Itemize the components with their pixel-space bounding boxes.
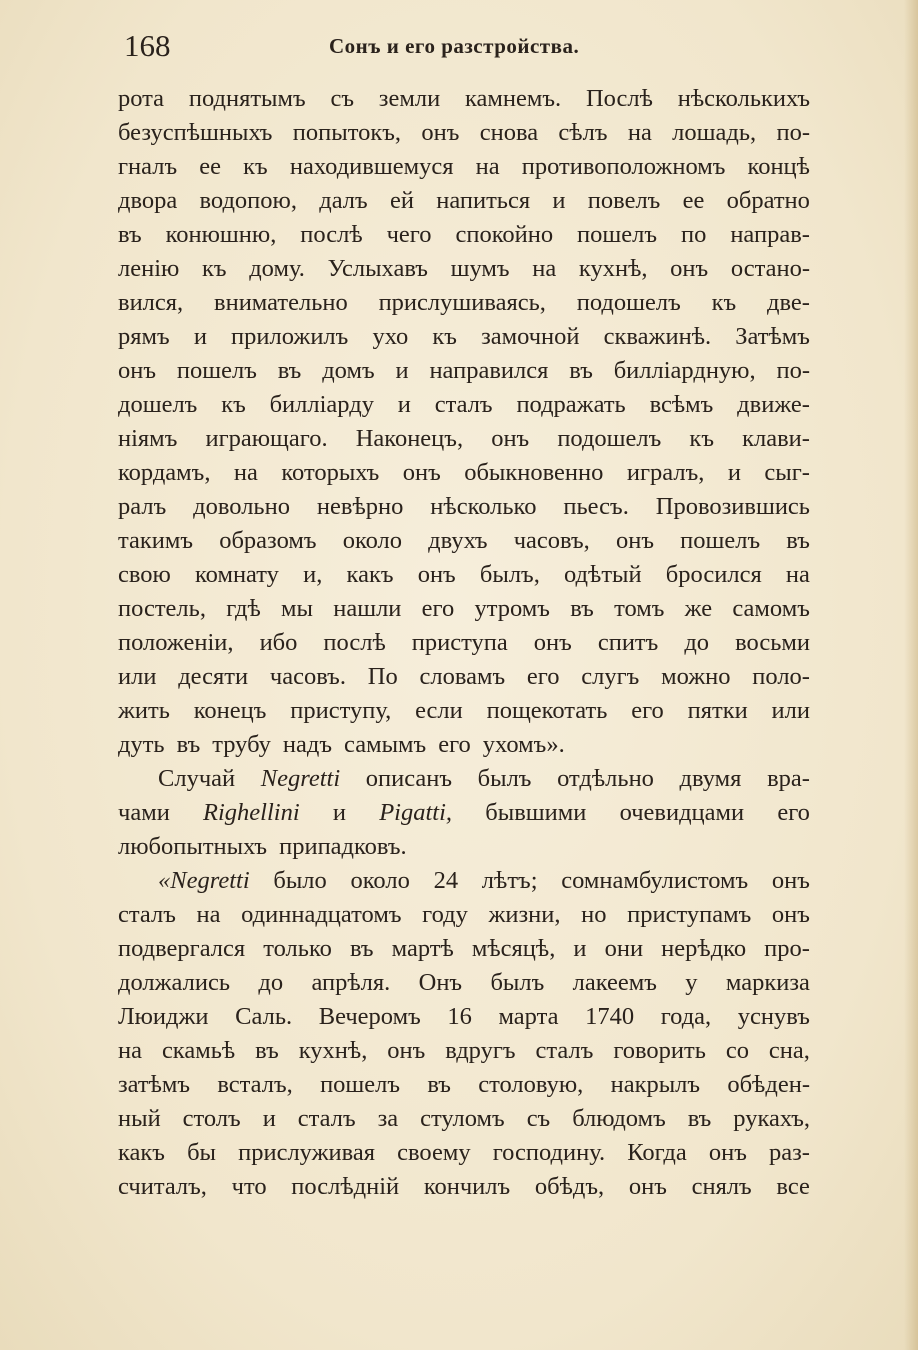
word: нѣсколько (430, 493, 537, 520)
word: клави- (742, 425, 810, 452)
word: направ- (730, 221, 810, 248)
word: на (196, 901, 221, 928)
word: марта (498, 1003, 559, 1030)
word: Саль. (235, 1003, 293, 1030)
text-line (118, 1068, 810, 1102)
word: подражать (516, 391, 626, 418)
word: въ (349, 935, 374, 962)
word: снова (479, 119, 539, 146)
text-line (118, 1102, 810, 1136)
word: на (475, 153, 500, 180)
word: остано- (730, 255, 810, 282)
word: маркиза (725, 969, 810, 996)
word: онъ (421, 119, 460, 146)
word: двухъ (428, 527, 488, 554)
word: пощекотать (486, 697, 608, 724)
word: пьесъ. (563, 493, 629, 520)
word: онъ (402, 459, 441, 486)
word: лакеемъ (572, 969, 657, 996)
word: и (395, 357, 409, 384)
word: Онъ (418, 969, 463, 996)
word: чами (118, 799, 170, 826)
word: ралъ (118, 493, 167, 520)
word: лѣтъ; (481, 867, 538, 894)
word: какъ (346, 561, 394, 588)
word: повелъ (587, 187, 661, 214)
word: конецъ (193, 697, 267, 724)
word: противоположномъ (521, 153, 726, 180)
word: Наконецъ, (355, 425, 464, 452)
running-title: Сонъ и его разстройства. (329, 34, 580, 58)
word: въ (176, 731, 201, 758)
body-text (118, 82, 810, 1204)
word: 16 (447, 1003, 472, 1030)
page-header (124, 26, 808, 66)
word: и (332, 799, 346, 826)
word: послѣ (300, 221, 363, 248)
word: отдѣльно (557, 765, 654, 792)
text-line (118, 626, 810, 660)
word: къ (432, 323, 457, 350)
word: жить (118, 697, 170, 724)
text-line (118, 830, 810, 864)
word: попытокъ, (292, 119, 402, 146)
word: Вечеромъ (318, 1003, 421, 1030)
word: всталъ, (217, 1071, 293, 1098)
word: до (684, 629, 710, 656)
word: блюдомъ (572, 1105, 666, 1132)
text-line (118, 286, 810, 320)
word: по (680, 221, 707, 248)
word: Случай (158, 765, 236, 792)
text-line (118, 762, 810, 796)
word: около (350, 867, 410, 894)
word: поло- (752, 663, 810, 690)
word: было (273, 867, 327, 894)
word: своему (397, 1139, 471, 1166)
text-line (118, 694, 810, 728)
text-line (118, 150, 810, 184)
word: рота (118, 85, 165, 112)
word: или (771, 697, 810, 724)
word: словамъ (419, 663, 506, 690)
word: водопою, (199, 187, 297, 214)
word: камнемъ. (464, 85, 562, 112)
word: постель, (118, 595, 206, 622)
word: его (421, 595, 455, 622)
word: поднятымъ (188, 85, 306, 112)
word: и (727, 459, 741, 486)
word: кордамъ, (118, 459, 211, 486)
text-line (118, 660, 810, 694)
word: пошелъ (176, 357, 257, 384)
word: на (118, 1037, 142, 1064)
word: дошелъ (118, 391, 198, 418)
word: въ (687, 1105, 712, 1132)
word: въ (786, 527, 810, 554)
text-line (118, 354, 810, 388)
word: въ (570, 595, 594, 622)
word: онъ (615, 527, 654, 554)
word: Послѣ (585, 85, 653, 112)
word: скважинѣ. (603, 323, 712, 350)
word: прислуживая (238, 1139, 376, 1166)
word: или (118, 663, 157, 690)
word: жизни, (488, 901, 561, 928)
word: скамьѣ (161, 1037, 236, 1064)
word: онъ (417, 561, 456, 588)
word: ный (118, 1105, 161, 1132)
word: спокойно (455, 221, 554, 248)
word: столъ (182, 1105, 241, 1132)
page-edge-shadow (904, 0, 918, 1350)
word: дуть (118, 731, 165, 758)
word: прислушиваясь, (378, 289, 546, 316)
text-line (118, 898, 810, 932)
word: послѣ (323, 629, 386, 656)
word: сталъ (297, 1105, 356, 1132)
word: любопытныхъ (118, 833, 268, 860)
word: къ (201, 255, 227, 282)
word: сыг- (764, 459, 810, 486)
word: въ (569, 357, 593, 384)
word: къ (243, 153, 268, 180)
text-line (118, 388, 810, 422)
word: мы (281, 595, 313, 622)
word: его (438, 731, 471, 758)
text-line (118, 1170, 810, 1204)
word: Провозившись (655, 493, 810, 520)
word: десяти (178, 663, 249, 690)
word: восьми (735, 629, 810, 656)
word: ухомъ». (482, 731, 565, 758)
word: спитъ (597, 629, 659, 656)
word: очевидцами (619, 799, 745, 826)
word: къ (689, 425, 714, 452)
word: приложилъ (231, 323, 349, 350)
word: съ (330, 85, 355, 112)
word: что (231, 1173, 267, 1200)
word: былъ (477, 765, 532, 792)
word: въ (118, 221, 142, 248)
word: невѣрно (316, 493, 404, 520)
word: трубу (212, 731, 271, 758)
word: все (776, 1173, 810, 1200)
word: и (262, 1105, 276, 1132)
word: бросился (665, 561, 762, 588)
word: если (415, 697, 463, 724)
text-line (118, 1034, 810, 1068)
text-line (118, 422, 810, 456)
word: билліарду (269, 391, 374, 418)
word: затѣмъ (118, 1071, 191, 1098)
word: и (552, 187, 566, 214)
text-line (118, 490, 810, 524)
word: свою (118, 561, 171, 588)
word: онъ (771, 867, 810, 894)
word: по- (776, 119, 810, 146)
word: томъ (614, 595, 665, 622)
word: говорить (613, 1037, 706, 1064)
word: довольно (193, 493, 290, 520)
word: можно (661, 663, 731, 690)
word: онъ (387, 1037, 426, 1064)
word: по- (776, 357, 810, 384)
text-line (118, 558, 810, 592)
word: году (422, 901, 468, 928)
word: считалъ, (118, 1173, 207, 1200)
word: По (367, 663, 398, 690)
word: его (526, 663, 560, 690)
word: со (725, 1037, 749, 1064)
text-line (118, 796, 810, 830)
text-line (118, 456, 810, 490)
word: но (581, 901, 607, 928)
word: обратно (726, 187, 810, 214)
word: кухнѣ, (298, 1037, 368, 1064)
word: рукахъ, (733, 1105, 810, 1132)
word: положеніи, (118, 629, 234, 656)
word: подошелъ (576, 289, 681, 316)
word: слугъ (581, 663, 640, 690)
word: пошелъ (577, 221, 658, 248)
word: приступу, (290, 697, 392, 724)
word: на (532, 255, 557, 282)
word: около (342, 527, 403, 554)
word: послѣдній (291, 1173, 400, 1200)
word: чего (386, 221, 432, 248)
word: онъ (708, 1139, 747, 1166)
word: вился, (118, 289, 184, 316)
text-line (118, 184, 810, 218)
word: часовъ. (269, 663, 346, 690)
word: пятки (687, 697, 748, 724)
word: онъ (491, 425, 530, 452)
word: про- (764, 935, 810, 962)
word: лошадь, (672, 119, 757, 146)
word: сна, (768, 1037, 810, 1064)
text-line (118, 320, 810, 354)
word: двора (118, 187, 178, 214)
word: шумъ (450, 255, 510, 282)
word: накрылъ (610, 1071, 701, 1098)
text-line (118, 864, 810, 898)
word: часовъ, (513, 527, 590, 554)
text-line (118, 524, 810, 558)
page-number: 168 (124, 28, 171, 63)
text-line (118, 966, 810, 1000)
word: въ (427, 1071, 451, 1098)
word: 24 (433, 867, 459, 894)
word: находившемуся (289, 153, 454, 180)
word: подошелъ (557, 425, 662, 452)
word: направился (429, 357, 549, 384)
word: обѣдъ, (534, 1173, 605, 1200)
word: мартѣ (391, 935, 454, 962)
word: сталъ (118, 901, 176, 928)
word: утромъ (474, 595, 550, 622)
word: одѣтый (564, 561, 642, 588)
word: «Negretti (158, 867, 250, 894)
word: пошелъ (680, 527, 761, 554)
text-line (118, 1136, 810, 1170)
word: такимъ (118, 527, 194, 554)
word: самомъ (732, 595, 810, 622)
word: обыкновенно (464, 459, 604, 486)
word: напиться (436, 187, 531, 214)
word: гдѣ (226, 595, 261, 622)
word: всѣмъ (649, 391, 714, 418)
word: уснувъ (737, 1003, 810, 1030)
word: только (263, 935, 332, 962)
word: гналъ (118, 153, 178, 180)
word: раз- (769, 1139, 810, 1166)
word: господину. (492, 1139, 606, 1166)
word: до (258, 969, 284, 996)
word: и (573, 935, 587, 962)
word: мѣсяцѣ, (471, 935, 556, 962)
word: за (377, 1105, 399, 1132)
word: сомнамбулистомъ (561, 867, 749, 894)
text-line (118, 116, 810, 150)
word: далъ (319, 187, 368, 214)
word: ее (199, 153, 222, 180)
word: приступа (411, 629, 508, 656)
word: нерѣдко (661, 935, 747, 962)
word: внимательно (214, 289, 348, 316)
word: конюшню, (165, 221, 277, 248)
word: они (604, 935, 644, 962)
word: домъ (322, 357, 375, 384)
word: билліардную, (613, 357, 756, 384)
word: ухо (372, 323, 409, 350)
word: нѣсколькихъ (677, 85, 810, 112)
word: две- (767, 289, 810, 316)
word: и, (303, 561, 323, 588)
word: какъ (118, 1139, 165, 1166)
word: сталъ (434, 391, 493, 418)
word: его (777, 799, 810, 826)
word: сталъ (535, 1037, 594, 1064)
word: на (233, 459, 258, 486)
word: въ (255, 1037, 279, 1064)
word: надъ (282, 731, 333, 758)
word: Pigatti, (379, 799, 453, 826)
text-line (118, 82, 810, 116)
word: должались (118, 969, 231, 996)
word: бы (187, 1139, 217, 1166)
word: онъ (533, 629, 572, 656)
word: кухнѣ, (578, 255, 648, 282)
word: бывшими (485, 799, 587, 826)
word: замочной (481, 323, 580, 350)
word: ей (389, 187, 414, 214)
word: ее (682, 187, 705, 214)
text-line (118, 218, 810, 252)
word: снялъ (691, 1173, 752, 1200)
word: онъ (118, 357, 157, 384)
word: ленію (118, 255, 180, 282)
word: подвергался (118, 935, 246, 962)
word: онъ (670, 255, 709, 282)
text-line (118, 932, 810, 966)
word: года, (660, 1003, 712, 1030)
word: на (627, 119, 652, 146)
word: игралъ, (626, 459, 705, 486)
word: самымъ (344, 731, 427, 758)
word: Люиджи (118, 1003, 209, 1030)
word: апрѣля. (311, 969, 391, 996)
word: къ (221, 391, 246, 418)
word: рямъ (118, 323, 170, 350)
word: Когда (627, 1139, 687, 1166)
word: Услыхавъ (327, 255, 428, 282)
word: его (631, 697, 664, 724)
word: былъ, (479, 561, 540, 588)
word: припадковъ. (279, 833, 407, 860)
word: которыхъ (281, 459, 380, 486)
word: безуспѣшныхъ (118, 119, 273, 146)
word: былъ (490, 969, 545, 996)
word: кончилъ (423, 1173, 511, 1200)
word: образомъ (219, 527, 317, 554)
word: въ (277, 357, 302, 384)
word: играющаго. (205, 425, 328, 452)
word: и (397, 391, 411, 418)
word: приступамъ (627, 901, 752, 928)
word: ніямъ (118, 425, 178, 452)
word: Negretti (260, 765, 341, 792)
word: на (785, 561, 810, 588)
word: пошелъ (320, 1071, 401, 1098)
word: же (684, 595, 713, 622)
word: движе- (737, 391, 810, 418)
word: земли (378, 85, 441, 112)
word: ибо (259, 629, 298, 656)
word: концѣ (747, 153, 810, 180)
word: дому. (249, 255, 305, 282)
word: сѣлъ (558, 119, 608, 146)
word: двумя (679, 765, 742, 792)
word: 1740 (585, 1003, 635, 1030)
word: нашли (333, 595, 402, 622)
word: съ (526, 1105, 551, 1132)
text-line (118, 592, 810, 626)
word: онъ (771, 901, 810, 928)
word: онъ (628, 1173, 667, 1200)
word: одиннадцатомъ (241, 901, 402, 928)
word: описанъ (365, 765, 453, 792)
word: стуломъ (420, 1105, 505, 1132)
word: столовую, (478, 1071, 584, 1098)
text-line (118, 728, 810, 762)
word: комнату (195, 561, 279, 588)
word: вдругъ (445, 1037, 516, 1064)
word: вра- (767, 765, 810, 792)
text-line (118, 1000, 810, 1034)
word: и (193, 323, 207, 350)
word: у (685, 969, 698, 996)
word: обѣден- (727, 1071, 810, 1098)
text-line (118, 252, 810, 286)
word: къ (711, 289, 737, 316)
word: Затѣмъ (735, 323, 810, 350)
word: Righellini (203, 799, 300, 826)
